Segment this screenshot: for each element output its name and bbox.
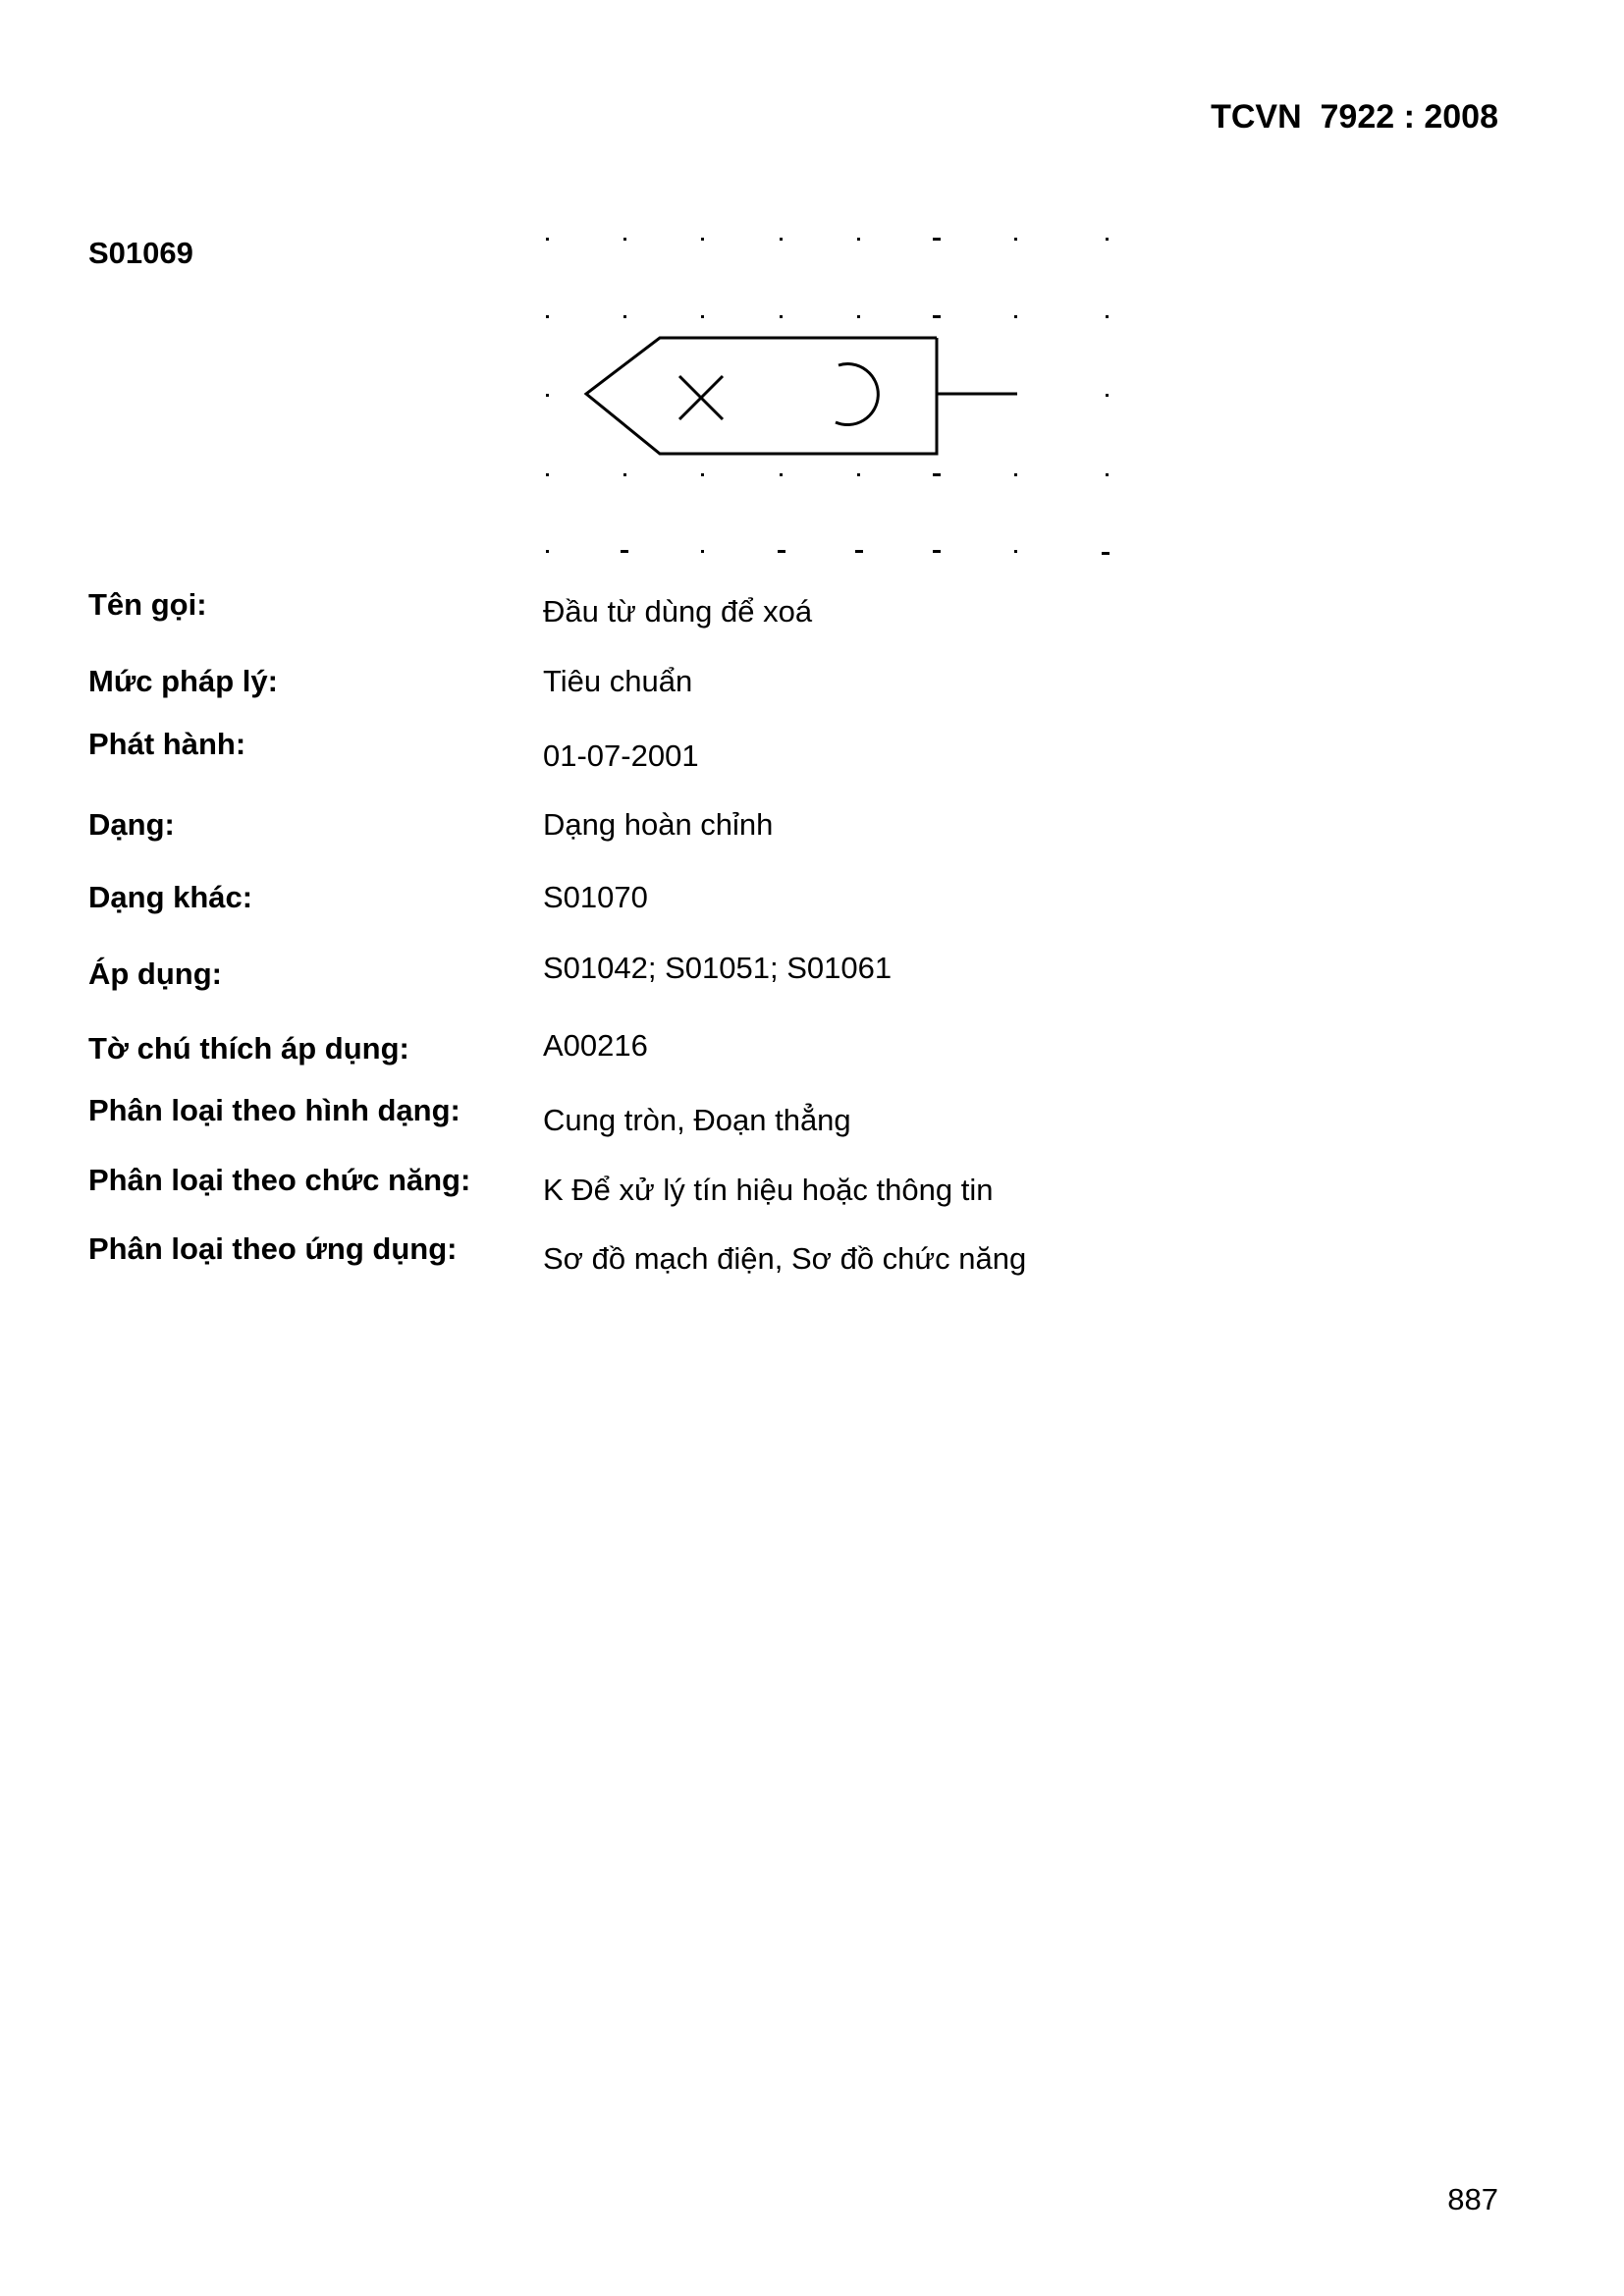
- field-row: [0, 807, 1624, 856]
- field-label: Dạng:: [88, 807, 175, 842]
- field-label: Phát hành:: [88, 727, 246, 761]
- field-label: Áp dụng:: [88, 957, 223, 991]
- field-row: [0, 1163, 1624, 1212]
- erase-head-symbol: [535, 226, 1114, 560]
- field-label: Phân loại theo chức năng:: [88, 1163, 471, 1197]
- field-row: [0, 880, 1624, 929]
- grid-dots: [546, 238, 1110, 555]
- field-row: [0, 1028, 1624, 1080]
- field-value: A00216: [543, 1028, 648, 1063]
- field-row: [0, 1093, 1624, 1142]
- symbol-body: [586, 338, 1017, 454]
- page-number: 887: [1447, 2182, 1498, 2216]
- field-value: S01070: [543, 880, 648, 914]
- field-label: Mức pháp lý:: [88, 664, 278, 698]
- field-row: [0, 1231, 1624, 1281]
- field-value: Tiêu chuẩn: [543, 664, 693, 698]
- field-value: S01042; S01051; S01061: [543, 951, 893, 985]
- field-row: [0, 664, 1624, 713]
- field-row: [0, 587, 1624, 636]
- field-value: 01-07-2001: [543, 738, 699, 773]
- field-value: Dạng hoàn chỉnh: [543, 807, 774, 842]
- field-label: Tờ chú thích áp dụng:: [88, 1031, 409, 1066]
- field-label: Phân loại theo ứng dụng:: [88, 1231, 458, 1266]
- field-value: K Để xử lý tín hiệu hoặc thông tin: [543, 1173, 994, 1207]
- field-value: Đầu từ dùng để xoá: [543, 594, 813, 629]
- field-label: Phân loại theo hình dạng:: [88, 1093, 460, 1127]
- field-value: Sơ đồ mạch điện, Sơ đồ chức năng: [543, 1241, 1027, 1276]
- field-row: [0, 951, 1624, 1006]
- field-value: Cung tròn, Đoạn thẳng: [543, 1103, 851, 1137]
- field-row: [0, 727, 1624, 776]
- standard-header: TCVN 7922 : 2008: [1211, 98, 1498, 136]
- field-label: Tên gọi:: [88, 587, 207, 622]
- symbol-code: S01069: [88, 236, 193, 270]
- field-label: Dạng khác:: [88, 880, 253, 914]
